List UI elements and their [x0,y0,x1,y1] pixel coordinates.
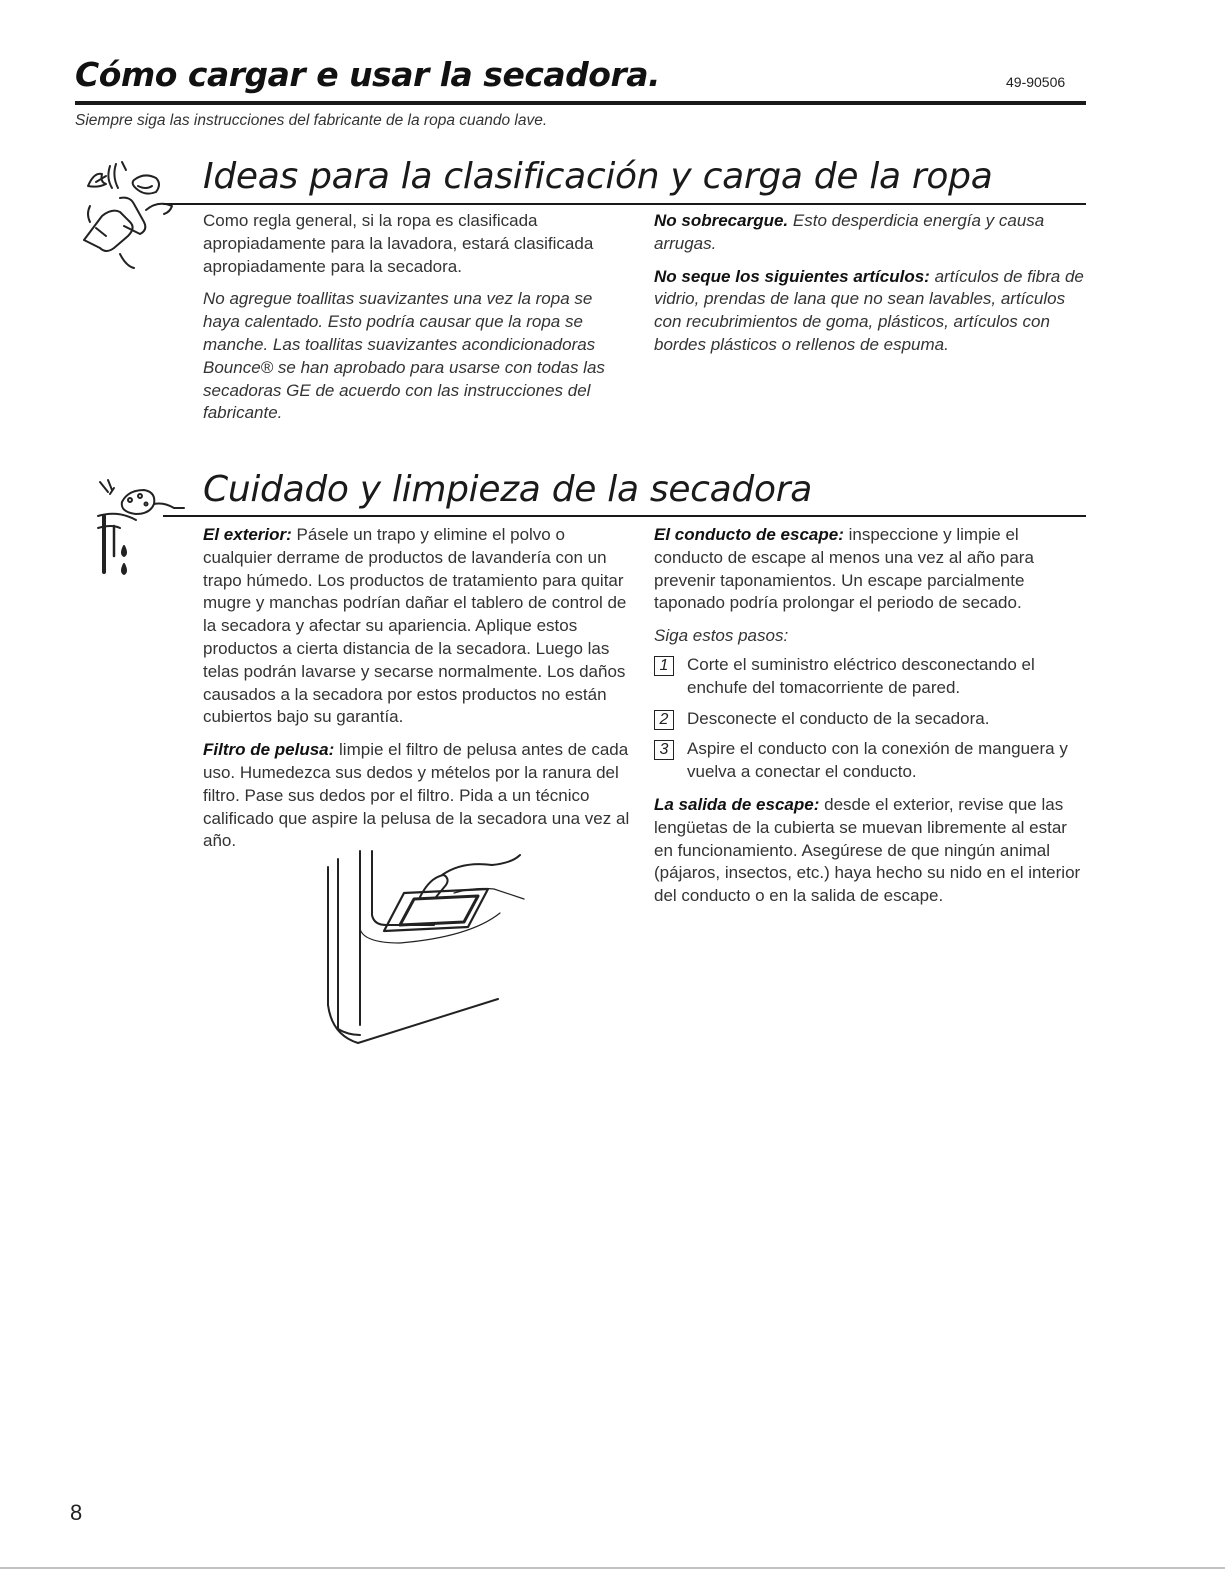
step-number-box: 2 [654,710,674,730]
no-dry-text: artículos de fibra de vidrio, prendas de lana que no sean lavables, artículos con recubrimientos de goma, plásticos, artículos con bordes plásticos o rellenos de espuma. [654,266,1084,354]
softener-warning: No agregue toallitas suavizantes una vez la ropa se haya calentado. Esto podría causar que la ropa se manche. Las toallitas suavizantes acondicionadoras Bounce® se han aprobado para usarse con todas las secadoras GE de acuerdo con las instrucciones del fabricante. [203,289,605,423]
care-left-column [203,524,633,863]
exhaust-outlet-label: La salida de escape: [654,794,820,814]
page-title: Cómo cargar e usar la secadora. [75,55,661,94]
section-rule-care [163,515,1086,517]
cleaning-sponge-icon [96,476,186,576]
sorting-right-column [654,210,1084,367]
lint-filter-text: limpie el filtro de pelusa antes de cada uso. Humedezca sus dedos y mételos por la ranura del filtro. Pase sus dedos por el filtro. Pida a un técnico calificado que aspire la pelusa de la secadora una vez al año. [203,740,630,851]
page-subtitle: Siempre siga las instrucciones del fabricante de la ropa cuando lave. [75,112,548,129]
step-2 [654,708,1084,731]
step-text: Aspire el conducto con la conexión de manguera y vuelva a conectar el conducto. [687,739,1068,782]
steps-intro: Siga estos pasos: [654,626,789,646]
overload-text: Esto desperdicia energía y causa arrugas. [654,211,1045,253]
step-1 [654,654,1084,700]
bottom-rule [0,1567,1225,1569]
exhaust-duct-label: El conducto de escape: [654,525,844,544]
step-number-box: 3 [654,740,674,760]
section-heading-sorting: Ideas para la clasificación y carga de la ropa [203,156,993,197]
step-text: Desconecte el conducto de la secadora. [687,708,990,728]
exhaust-outlet-text: desde el exterior, revise que las lengüetas de la cubierta se muevan libremente al estar en funcionamiento. Asegúrese de que ningún animal (pájaros, insectos, etc.) haya hecho su nido en el interior del conducto o en la salida de escape. [654,794,1081,906]
lint-filter-label: Filtro de pelusa: [203,740,335,760]
section-rule-sorting [163,203,1086,205]
step-3 [654,738,1084,784]
no-dry-label: No seque los siguientes artículos: [654,266,930,286]
sorting-left-column [203,210,633,435]
page-number: 8 [70,1500,83,1525]
exhaust-duct-text: inspeccione y limpie el conducto de escape al menos una vez al año para prevenir taponamientos. Un escape parcialmente taponado podría prolongar el periodo de secado. [654,525,1034,613]
exterior-label: El exterior: [203,525,292,544]
care-right-column [654,524,1084,918]
sorting-general-rule: Como regla general, si la ropa es clasificada apropiadamente para la lavadora, estará clasificada apropiadamente para la secadora. [203,211,594,276]
step-number-box: 1 [654,656,674,676]
section-heading-care: Cuidado y limpieza de la secadora [203,469,812,510]
exterior-text: Pásele un trapo y elimine el polvo o cualquier derrame de productos de lavandería con un trapo húmedo. Los productos de tratamiento para quitar mugre y manchas podrían dañar el tablero de control de la secadora y afectar su apariencia. Aplique estos productos a cierta distancia de la secadora. Luego las telas podrán lavarse y secarse normalmente. Los daños causados a la secadora por estos productos no están cubiertos bajo su garantía. [203,525,627,727]
step-text: Corte el suministro eléctrico desconectando el enchufe del tomacorriente de pared. [687,654,1035,697]
header-rule [75,101,1086,105]
lint-filter-illustration [320,845,530,1045]
document-number: 49-90506 [1006,74,1066,90]
laundry-clothes-icon [76,158,194,273]
overload-label: No sobrecargue. [654,211,789,230]
